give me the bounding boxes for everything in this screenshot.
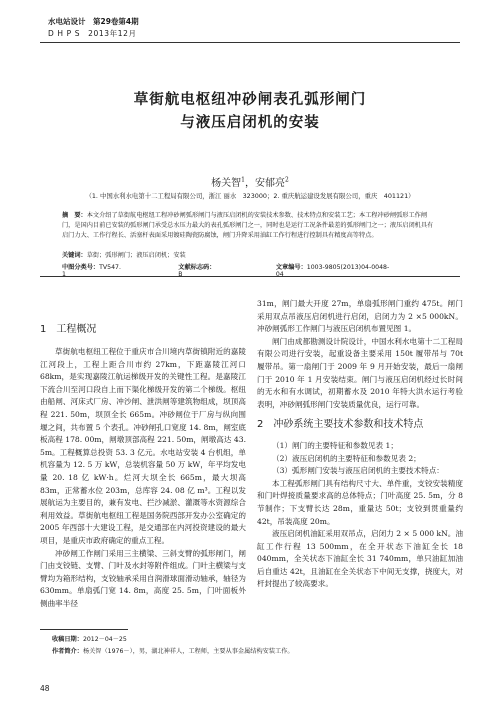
left-column xyxy=(40,346,246,610)
doc-label: 文献标志码： xyxy=(178,264,216,271)
keywords-text: 草街；弧形闸门；液压启闭机；安装 xyxy=(86,252,186,259)
abstract-text: 本文介绍了草街航电枢纽工程冲砂闸弧形闸门与液压启闭机的安装技术参数、技术特点和安装工艺；本工程冲砂闸弧形工作闸门，是国内目前已安装的弧形闸门承受总水压力最大的表孔弧形闸门之一，同时也是运行工况条件最差的弧形闸门之一；液压启闭机具有启门力大、工作行程长、活塞杆表面采用镀硅陶瓷防腐蚀，闸门升降采用油缸工作行程进行控制具有精度高等特点。 xyxy=(62,212,434,239)
keywords-label: 关键词： xyxy=(62,252,87,259)
section-1-heading: 1 工程概况 xyxy=(40,324,97,335)
journal-name: 水电站设计 第29卷第4期 xyxy=(48,17,139,26)
received-date xyxy=(52,634,127,643)
id-value: 1003-9805(2013)04-0048-04 xyxy=(275,264,390,278)
affiliation: （1. 中国水利水电第十二工程局有限公司，浙江 丽水 323000；2. 重庆航运建设发展有限公司，重庆 401121） xyxy=(85,192,415,200)
authors xyxy=(0,174,500,189)
author-2-sup: 2 xyxy=(285,176,289,184)
title-line-1: 草街航电枢纽冲砂闸表孔弧形闸门 xyxy=(133,91,367,108)
abstract-rule xyxy=(40,276,460,277)
author-sep: ， xyxy=(245,178,255,189)
section-2-list xyxy=(257,440,463,478)
installation-paragraph: 闸门由成都勘测设计院设计，中国水利水电第十二工程局有限公司进行安装，起重设备主要采用 150t 履带吊与 70t 履带吊。第一扇闸门于 2009 年 9 月开始安装，最后一扇闸门于 2010 年 1 月安装结束。闸门与液压启闭机经过长时间的无水和有水调试，初期蓄水及 2010 年特大洪水运行考验表明，冲砂闸弧形闸门安装质量优良，运行可靠。 xyxy=(257,336,463,409)
section-1-paragraph-2: 冲砂闸工作闸门采用三主横梁、三斜支臂的弧形闸门，闸门由支铰链、支臂、门叶及水封等附件组成。门叶主横梁与支臂均为箱形结构，支铰轴承采用自润滑球面滑动轴承，轴径为 630mm。单扇弧门宽 14. 8m，高度 25. 5m，门叶面板外侧曲率半径 xyxy=(40,548,246,608)
author-bio-value: 杨关智（1976－），男，湖北神祥人，工程师，主要从事金属结构安装工作。 xyxy=(82,648,294,655)
section-2-paragraph-2: 液压启闭机油缸采用双吊点，启闭力 2 × 5 000 kN。油缸工作行程 13 500mm，在全开状态下油缸全长 18 040mm，全关状态下油缸全长 31 740mm，单只油缸加油后自重达 42t，且油缸在全关状态下中间无支撑，挠度大，对杆封提出了较高要求。 xyxy=(257,529,463,589)
clc-label: 中图分类号： xyxy=(62,264,100,271)
author-2: 安郁亮 xyxy=(255,178,285,189)
id-label: 文章编号： xyxy=(275,264,307,271)
section-1-paragraph-1: 草街航电枢纽工程位于重庆市合川境内草街镇附近的嘉陵江河段上，工程上距合川市约 27km，下距嘉陵江河口 68km，是实现嘉陵江航运梯级开发的关键性工程。是嘉陵江下流合川至河口段自上而下渠化梯级开发的第二个梯级。枢纽由船闸、河床式厂房、冲沙闸、泄洪闸等建筑物组成，坝顶高程 221. 50m，坝顶全长 665m。冲砂闸位于厂房与纵向围堰之间，共布置 5 个表孔。冲砂闸孔口宽度 14. 8m，闸室底板高程 178. 00m，闸墩顶部高程 221. 50m，闸墩高达 43. 5m。工程概算总投资 53. 3 亿元。水电站安装 4 台机组，单机容量为 12. 5 万 kW，总装机容量 50 万 kW，年平均发电量 20. 18 亿 kW·h。烂河大坝全长 665m，最大坝高 83m，正常蓄水位 203m，总库容 24. 08 亿 m³。工程以发展航运为主要目的，兼有发电、拦沙减淤、灌溉等水资源综合利用效益。草街航电枢纽工程是国务院西部开发办公室确定的 2005 年西部十大建设工程，是交通部在内河投资建设的最大项目，是重庆市政府确定的重点工程。 xyxy=(40,347,246,545)
doc-value: B xyxy=(178,271,183,278)
abstract-label: 摘 要： xyxy=(62,212,87,219)
received-label: 收稿日期： xyxy=(52,636,83,643)
list-item: （2）液压启闭机的主要特征和参数见表 2； xyxy=(272,453,421,463)
list-item: （3）弧形闸门安装与液压启闭机的主要技术特点： xyxy=(272,466,444,476)
continued-paragraph: 31m，闸门最大开度 27m，单扇弧形闸门重约 475t。闸门采用双点吊液压启闭机进行启闭，启闭力为 2 ×5 000kN。冲砂闸弧形工作闸门与液压启闭机布置见图 1。 xyxy=(257,299,463,334)
header-rule xyxy=(40,42,460,43)
page-number: 48 xyxy=(40,684,50,693)
author-1: 杨关智 xyxy=(211,178,242,189)
clc-value: TV547. 1 xyxy=(62,264,121,278)
keywords xyxy=(62,250,437,259)
author-bio xyxy=(52,646,294,655)
section-2-heading: 2 冲砂系统主要技术参数和技术特点 xyxy=(257,419,424,431)
footnote-rule xyxy=(40,629,128,630)
right-column xyxy=(257,298,463,591)
abstract xyxy=(62,211,437,240)
received-value: 2012－04－25 xyxy=(82,636,127,643)
section-2-paragraph-1: 本工程弧形闸门具有结构尺寸大、单件重，支铰安装精度和门叶焊接质量要求高的总体特点；门叶高度 25. 5m，分 8 节制作；下支臂长达 28m，重量达 50t；支铰到贯重量约 42t，吊装高度 20m。 xyxy=(257,478,463,526)
list-item: （1）闸门的主要特征和参数见表 1； xyxy=(272,440,398,450)
journal-issue: D H P S 2013年12月 xyxy=(48,29,137,38)
title-line-2: 与液压启闭机的安装 xyxy=(180,114,320,131)
author-1-sup: 1 xyxy=(241,176,245,184)
author-bio-label: 作者简介： xyxy=(52,648,83,655)
